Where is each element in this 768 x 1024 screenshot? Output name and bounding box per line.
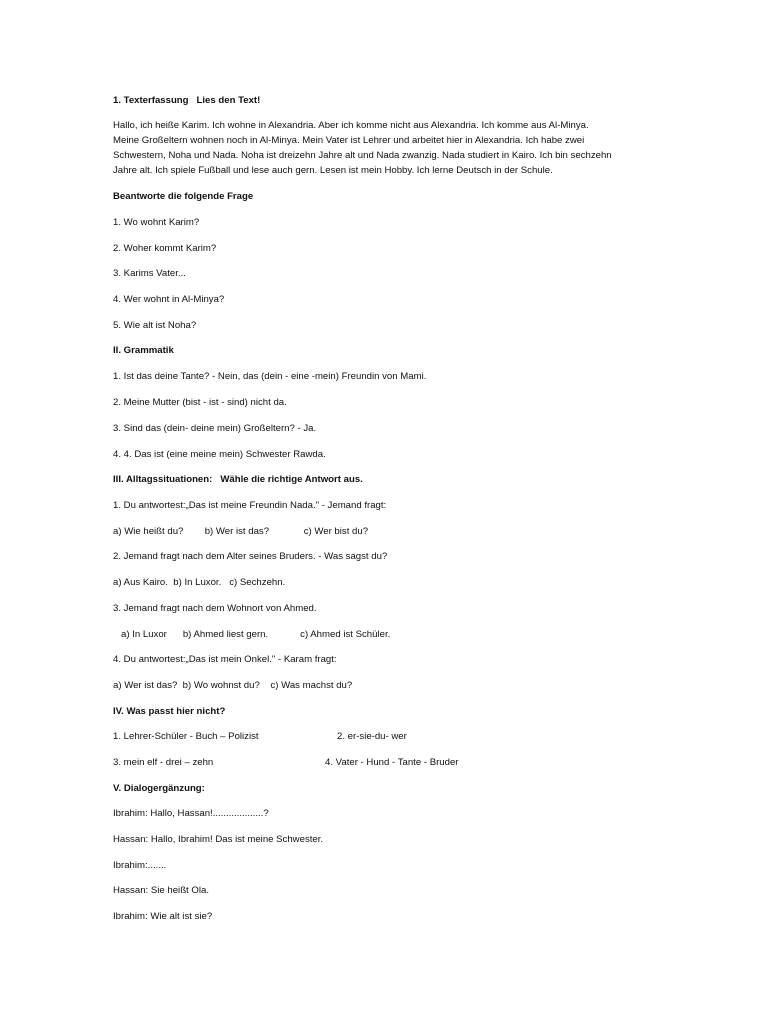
situation-1-prompt: 1. Du antwortest:„Das ist meine Freundin Nada." - Jemand fragt: [113,500,387,511]
section3-heading: III. Alltagssituationen: Wähle die richtige Antwort aus. [113,474,363,485]
question-1: 1. Wo wohnt Karim? [113,217,200,228]
section5-heading: V. Dialogergänzung: [113,783,205,794]
situation-1-options: a) Wie heißt du? b) Wer ist das? c) Wer bist du? [113,526,369,537]
question-4: 4. Wer wohnt in Al-Minya? [113,294,225,305]
grammar-item-2: 2. Meine Mutter (bist - ist - sind) nicht da. [113,397,287,408]
question-2: 2. Woher kommt Karim? [113,243,217,254]
grammar-item-1: 1. Ist das deine Tante? - Nein, das (dein - eine -mein) Freundin von Mami. [113,371,427,382]
situation-4-prompt: 4. Du antwortest:„Das ist mein Onkel." - Karam fragt: [113,654,337,665]
situation-3-options: a) In Luxor b) Ahmed liest gern. c) Ahmed ist Schüler. [113,629,391,640]
situation-2-prompt: 2. Jemand fragt nach dem Alter seines Bruders. - Was sagst du? [113,551,388,562]
section4-heading: IV. Was passt hier nicht? [113,706,226,717]
situation-4-options: a) Wer ist das? b) Wo wohnst du? c) Was machst du? [113,680,353,691]
dialogue-line: Ibrahim: Wie alt ist sie? [113,911,213,922]
reading-text-line: Schwestern, Noha und Nada. Noha ist dreizehn Jahre alt und Nada zwanzig. Nada studiert in Kairo. Ich bin sechzehn [113,150,612,161]
questions-subheading: Beantworte die folgende Frage [113,191,254,202]
reading-text [113,118,658,178]
odd-one-out-3: 3. mein elf - drei – zehn [113,757,214,768]
odd-one-out-4: 4. Vater - Hund - Tante - Bruder [325,757,459,768]
dialogue-line: Ibrahim: Hallo, Hassan!...................? [113,808,269,819]
odd-one-out-2: 2. er-sie-du- wer [337,731,407,742]
situation-2-options: a) Aus Kairo. b) In Luxor. c) Sechzehn. [113,577,286,588]
dialogue-line: Hassan: Hallo, Ibrahim! Das ist meine Schwester. [113,834,324,845]
reading-text-line: Jahre alt. Ich spiele Fußball und lese auch gern. Lesen ist mein Hobby. Ich lerne Deutsch in der Schule. [113,165,553,176]
dialogue-line: Hassan: Sie heißt Ola. [113,885,209,896]
question-5: 5. Wie alt ist Noha? [113,320,197,331]
reading-text-line: Hallo, ich heiße Karim. Ich wohne in Alexandria. Aber ich komme nicht aus Alexandria. Ich komme aus Al-Minya. [113,120,589,131]
grammar-item-4: 4. 4. Das ist (eine meine mein) Schwester Rawda. [113,449,326,460]
question-3: 3. Karims Vater... [113,268,186,279]
grammar-item-3: 3. Sind das (dein- deine mein) Großeltern? - Ja. [113,423,317,434]
section1-heading: 1. Texterfassung Lies den Text! [113,95,261,106]
reading-text-line: Meine Großeltern wohnen noch in Al-Minya. Mein Vater ist Lehrer und arbeitet hier in Alexandria. Ich habe zwei [113,135,585,146]
situation-3-prompt: 3. Jemand fragt nach dem Wohnort von Ahmed. [113,603,317,614]
section2-heading: II. Grammatik [113,345,174,356]
odd-one-out-1: 1. Lehrer-Schüler - Buch – Polizist [113,731,259,742]
dialogue-line: Ibrahim:....... [113,860,167,871]
